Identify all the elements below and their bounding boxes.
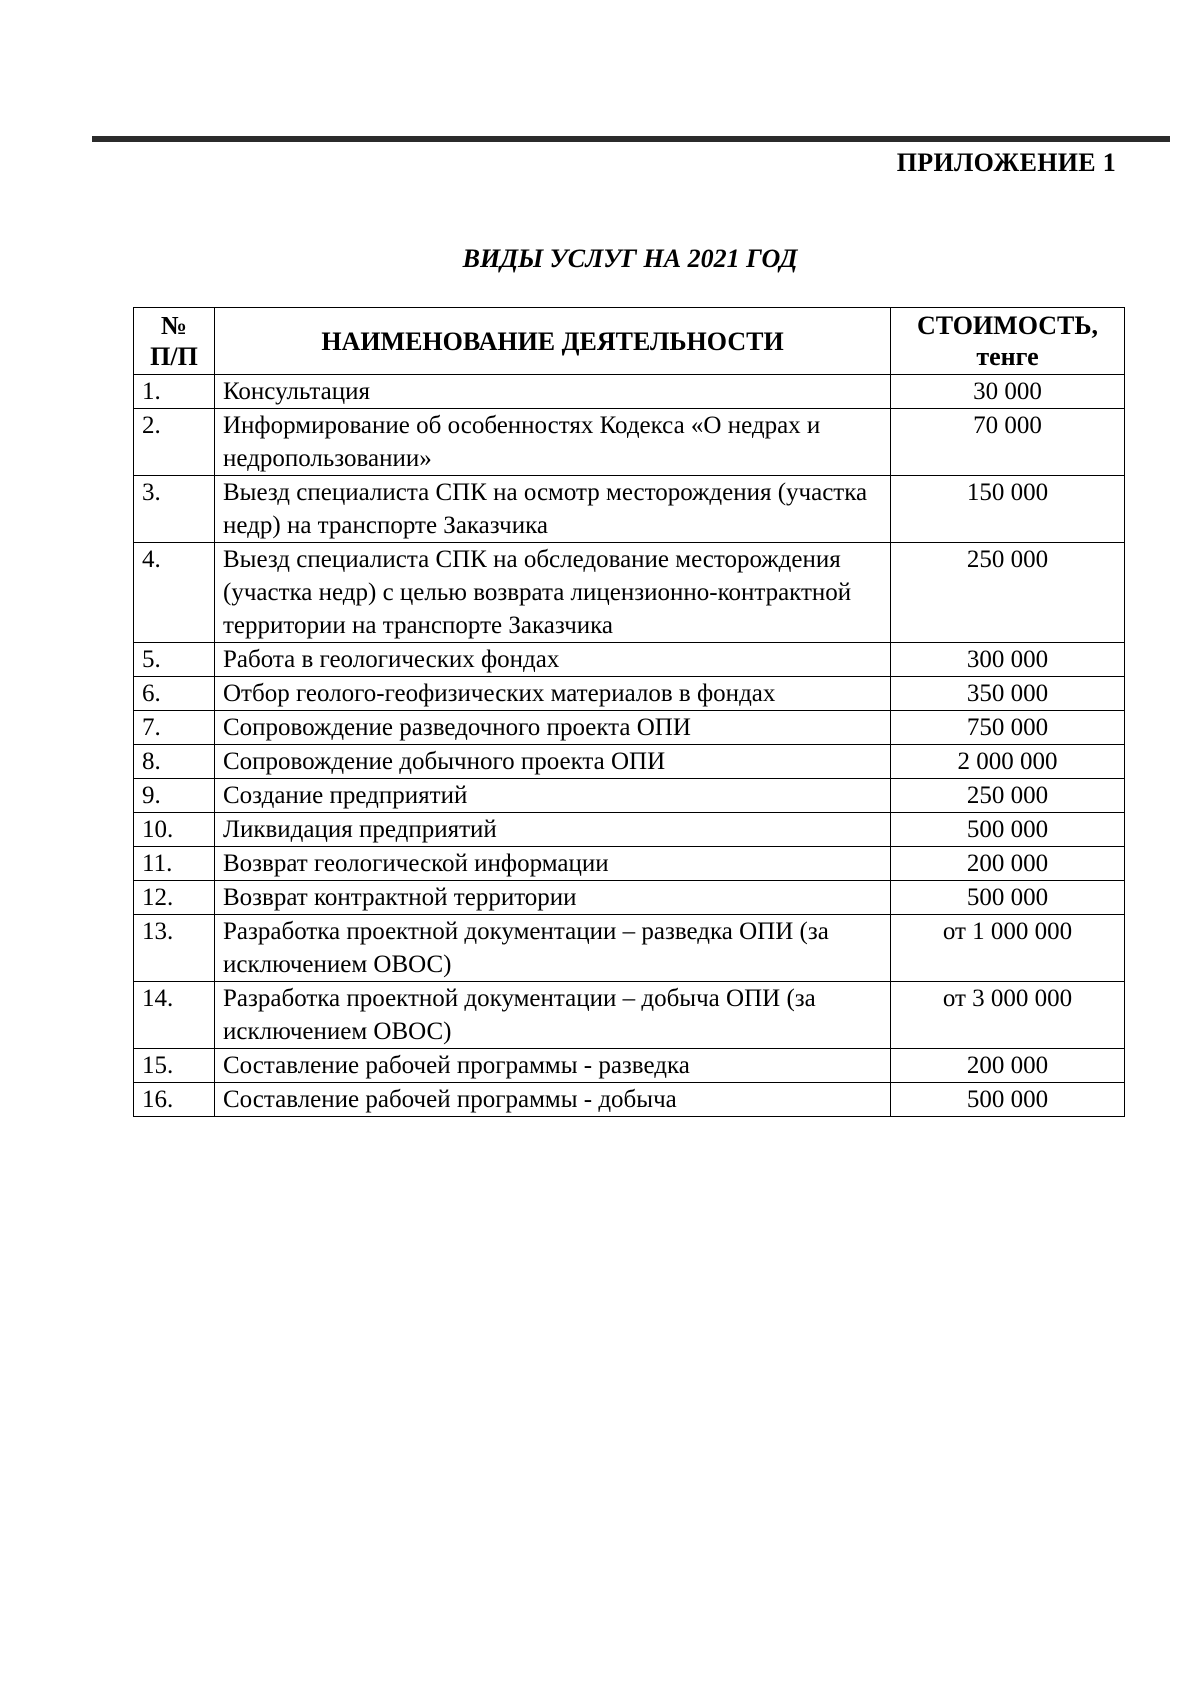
row-price: 350 000 <box>891 677 1125 711</box>
table-header-row <box>134 308 1125 375</box>
top-horizontal-rule <box>92 136 1170 142</box>
row-activity-name: Выезд специалиста СПК на обследование месторождения (участка недр) с целью возврата лицензионно-контрактной территории на транспорте Заказчика <box>215 543 891 643</box>
row-price: 250 000 <box>891 779 1125 813</box>
row-activity-name: Составление рабочей программы - разведка <box>215 1049 891 1083</box>
table-row <box>134 779 1125 813</box>
row-number: 7. <box>134 711 215 745</box>
table-row <box>134 813 1125 847</box>
row-number: 11. <box>134 847 215 881</box>
row-activity-name: Сопровождение разведочного проекта ОПИ <box>215 711 891 745</box>
table-row <box>134 847 1125 881</box>
row-price: 70 000 <box>891 409 1125 476</box>
row-number: 6. <box>134 677 215 711</box>
row-number: 5. <box>134 643 215 677</box>
table-row <box>134 982 1125 1049</box>
header-number-line2: П/П <box>150 342 198 371</box>
row-price: 500 000 <box>891 881 1125 915</box>
row-number: 1. <box>134 375 215 409</box>
row-number: 16. <box>134 1083 215 1117</box>
table-row <box>134 409 1125 476</box>
row-price: 250 000 <box>891 543 1125 643</box>
table-row <box>134 881 1125 915</box>
row-activity-name: Возврат контрактной территории <box>215 881 891 915</box>
row-activity-name: Возврат геологической информации <box>215 847 891 881</box>
row-activity-name: Разработка проектной документации – разведка ОПИ (за исключением ОВОС) <box>215 915 891 982</box>
row-price: 30 000 <box>891 375 1125 409</box>
table-row <box>134 915 1125 982</box>
row-price: от 3 000 000 <box>891 982 1125 1049</box>
header-price <box>891 308 1125 375</box>
row-price: 750 000 <box>891 711 1125 745</box>
appendix-label: ПРИЛОЖЕНИЕ 1 <box>896 148 1116 177</box>
services-price-table <box>133 307 1125 1117</box>
row-number: 14. <box>134 982 215 1049</box>
row-number: 4. <box>134 543 215 643</box>
row-number: 10. <box>134 813 215 847</box>
row-number: 15. <box>134 1049 215 1083</box>
table-row <box>134 745 1125 779</box>
row-number: 13. <box>134 915 215 982</box>
row-price: 200 000 <box>891 1049 1125 1083</box>
row-activity-name: Составление рабочей программы - добыча <box>215 1083 891 1117</box>
table-row <box>134 476 1125 543</box>
document-title: ВИДЫ УСЛУГ НА 2021 ГОД <box>462 244 798 273</box>
row-activity-name: Выезд специалиста СПК на осмотр месторождения (участка недр) на транспорте Заказчика <box>215 476 891 543</box>
table-row <box>134 543 1125 643</box>
table-row <box>134 375 1125 409</box>
table-body <box>134 375 1125 1117</box>
row-activity-name: Информирование об особенностях Кодекса «О недрах и недропользовании» <box>215 409 891 476</box>
row-activity-name: Разработка проектной документации – добыча ОПИ (за исключением ОВОС) <box>215 982 891 1049</box>
header-number-line1: № <box>160 311 188 340</box>
row-activity-name: Ликвидация предприятий <box>215 813 891 847</box>
header-activity-name: НАИМЕНОВАНИЕ ДЕЯТЕЛЬНОСТИ <box>215 308 891 375</box>
row-number: 3. <box>134 476 215 543</box>
row-activity-name: Сопровождение добычного проекта ОПИ <box>215 745 891 779</box>
row-price: 200 000 <box>891 847 1125 881</box>
row-activity-name: Отбор геолого-геофизических материалов в фондах <box>215 677 891 711</box>
row-price: 500 000 <box>891 813 1125 847</box>
header-number <box>134 308 215 375</box>
row-number: 9. <box>134 779 215 813</box>
table-row <box>134 1049 1125 1083</box>
row-activity-name: Консультация <box>215 375 891 409</box>
row-price: от 1 000 000 <box>891 915 1125 982</box>
row-number: 8. <box>134 745 215 779</box>
table-row <box>134 1083 1125 1117</box>
row-activity-name: Работа в геологических фондах <box>215 643 891 677</box>
row-number: 12. <box>134 881 215 915</box>
row-price: 150 000 <box>891 476 1125 543</box>
row-number: 2. <box>134 409 215 476</box>
table-row <box>134 643 1125 677</box>
table-row <box>134 677 1125 711</box>
row-price: 500 000 <box>891 1083 1125 1117</box>
row-price: 2 000 000 <box>891 745 1125 779</box>
table-row <box>134 711 1125 745</box>
row-price: 300 000 <box>891 643 1125 677</box>
header-price-line1: СТОИМОСТЬ, <box>916 311 1099 340</box>
header-price-line2: тенге <box>976 342 1039 371</box>
row-activity-name: Создание предприятий <box>215 779 891 813</box>
